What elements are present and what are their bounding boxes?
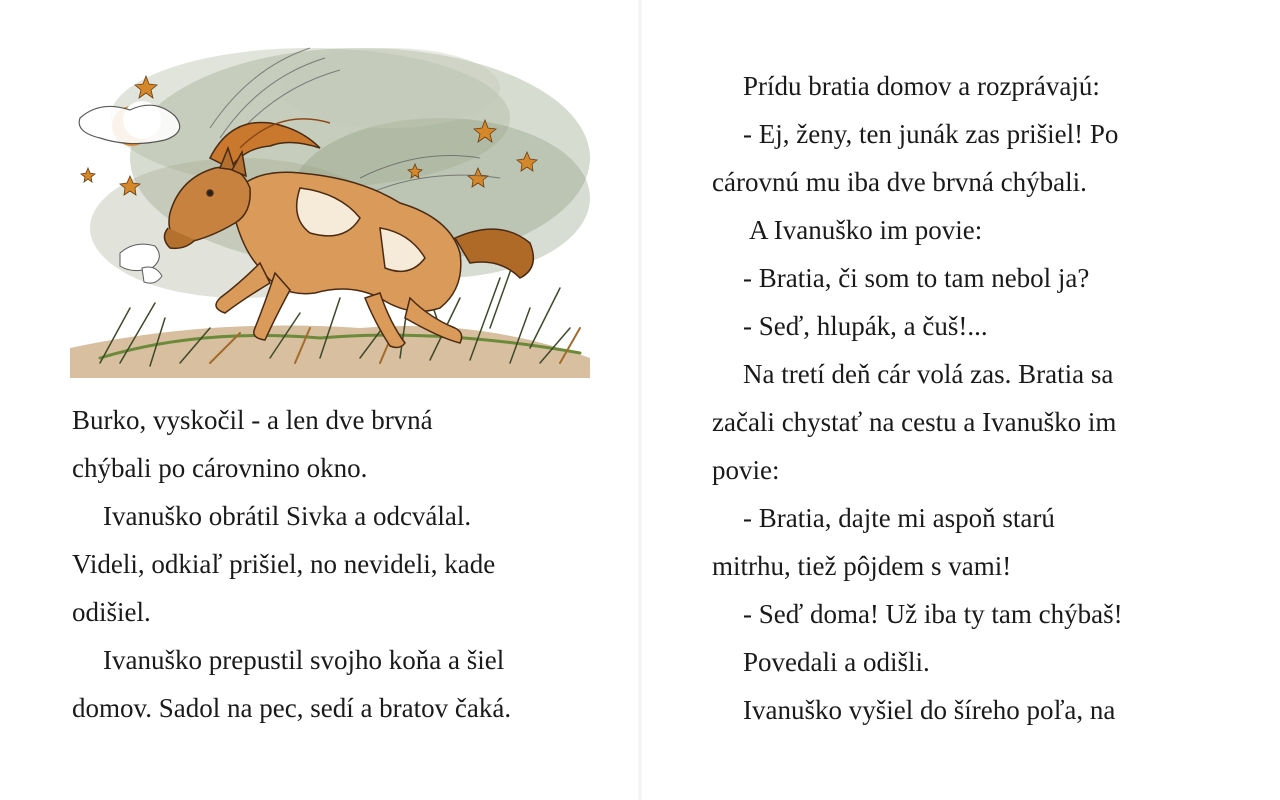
text-line: Ivanuško obrátil Sivka a odcválal. xyxy=(103,501,472,531)
text-line: - Bratia, či som to tam nebol ja? xyxy=(743,263,1090,293)
text-line: - Seď doma! Už iba ty tam chýbaš! xyxy=(743,599,1123,629)
page-gutter xyxy=(638,0,642,800)
text-line: - Ej, ženy, ten junák zas prišiel! Po xyxy=(743,119,1119,149)
right-page-text xyxy=(712,62,1232,734)
text-line: cárovnú mu iba dve brvná chýbali. xyxy=(712,167,1087,197)
text-line: Burko, vyskočil - a len dve brvná xyxy=(72,405,433,435)
text-line: - Bratia, dajte mi aspoň starú xyxy=(743,503,1055,533)
text-line: začali chystať na cestu a Ivanuško im xyxy=(712,407,1117,437)
text-line: Ivanuško vyšiel do šíreho poľa, na xyxy=(743,695,1116,725)
text-line: odišiel. xyxy=(72,597,151,627)
text-line: Povedali a odišli. xyxy=(743,647,930,677)
galloping-horse-illustration xyxy=(60,28,600,378)
text-line: povie: xyxy=(712,455,780,485)
text-line: Ivanuško prepustil svojho koňa a šiel xyxy=(103,645,505,675)
text-line: A Ivanuško im povie: xyxy=(749,215,983,245)
text-line: Prídu bratia domov a rozprávajú: xyxy=(743,71,1100,101)
left-page-text xyxy=(72,396,592,732)
text-line: chýbali po cárovnino okno. xyxy=(72,453,368,483)
text-line: domov. Sadol na pec, sedí a bratov čaká. xyxy=(72,693,512,723)
text-line: - Seď, hlupák, a čuš!... xyxy=(743,311,988,341)
text-line: mitrhu, tiež pôjdem s vami! xyxy=(712,551,1012,581)
text-line: Videli, odkiaľ prišiel, no nevideli, kade xyxy=(72,549,496,579)
text-line: Na tretí deň cár volá zas. Bratia sa xyxy=(743,359,1114,389)
